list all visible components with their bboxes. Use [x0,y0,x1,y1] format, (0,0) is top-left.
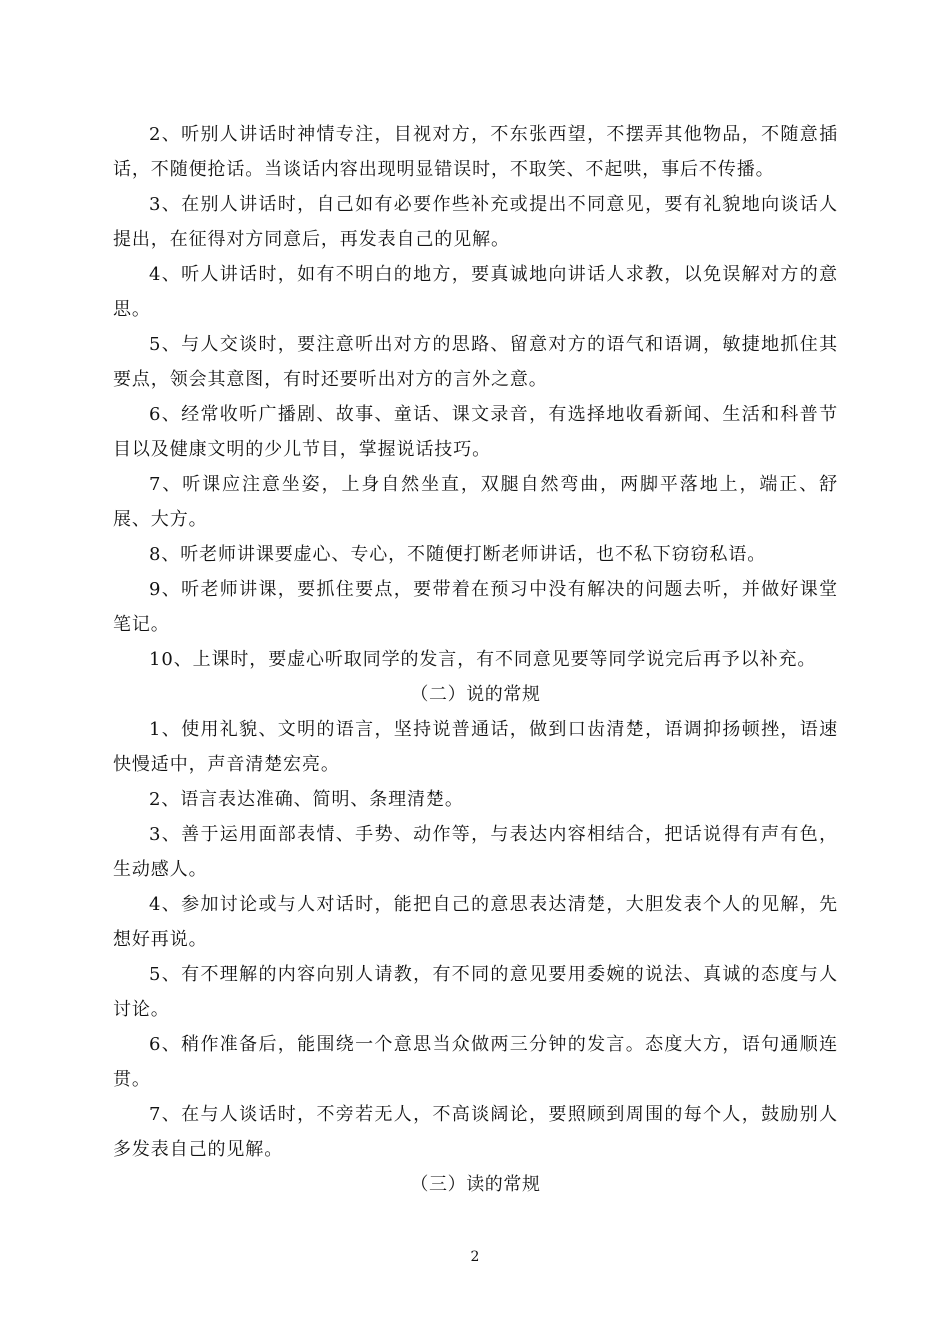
section-heading-reading: （三）读的常规 [410,1174,541,1195]
listening-item-4: 4、听人讲话时，如有不明白的地方，要真诚地向讲话人求教，以免误解对方的意思。 [113,264,838,320]
listening-item-7: 7、听课应注意坐姿，上身自然坐直，双腿自然弯曲，两脚平落地上，端正、舒展、大方。 [113,474,838,530]
speaking-item-3: 3、善于运用面部表情、手势、动作等，与表达内容相结合，把话说得有声有色，生动感人。 [113,824,838,880]
listening-item-8: 8、听老师讲课要虚心、专心，不随便打断老师讲话，也不私下窃窃私语。 [149,544,767,565]
listening-item-5: 5、与人交谈时，要注意听出对方的思路、留意对方的语气和语调，敏捷地抓住其要点，领会其意图，有时还要听出对方的言外之意。 [113,334,838,390]
speaking-item-5: 5、有不理解的内容向别人请教，有不同的意见要用委婉的说法、真诚的态度与人讨论。 [113,964,838,1020]
listening-item-6: 6、经常收听广播剧、故事、童话、课文录音，有选择地收看新闻、生活和科普节目以及健康文明的少儿节目，掌握说话技巧。 [113,404,838,460]
speaking-item-1: 1、使用礼貌、文明的语言，坚持说普通话，做到口齿清楚，语调抑扬顿挫，语速快慢适中，声音清楚宏亮。 [113,719,838,775]
speaking-item-6: 6、稍作准备后，能围绕一个意思当众做两三分钟的发言。态度大方，语句通顺连贯。 [113,1034,838,1090]
listening-item-3: 3、在别人讲话时，自己如有必要作些补充或提出不同意见，要有礼貌地向谈话人提出，在征得对方同意后，再发表自己的见解。 [113,194,838,250]
speaking-item-2: 2、语言表达准确、简明、条理清楚。 [149,789,464,810]
page-number: 2 [470,1249,480,1265]
speaking-item-4: 4、参加讨论或与人对话时，能把自己的意思表达清楚，大胆发表个人的见解，先想好再说。 [113,894,838,950]
section-heading-speaking: （二）说的常规 [410,684,541,705]
speaking-item-7: 7、在与人谈话时，不旁若无人，不高谈阔论，要照顾到周围的每个人，鼓励别人多发表自己的见解。 [113,1104,838,1160]
listening-item-9: 9、听老师讲课，要抓住要点，要带着在预习中没有解决的问题去听，并做好课堂笔记。 [113,579,838,635]
page-content [113,117,838,1202]
listening-item-10: 10、上课时，要虚心听取同学的发言，有不同意见要等同学说完后再予以补充。 [149,649,817,670]
listening-item-2: 2、听别人讲话时神情专注，目视对方，不东张西望，不摆弄其他物品，不随意插话，不随便抢话。当谈话内容出现明显错误时，不取笑、不起哄，事后不传播。 [113,124,838,180]
